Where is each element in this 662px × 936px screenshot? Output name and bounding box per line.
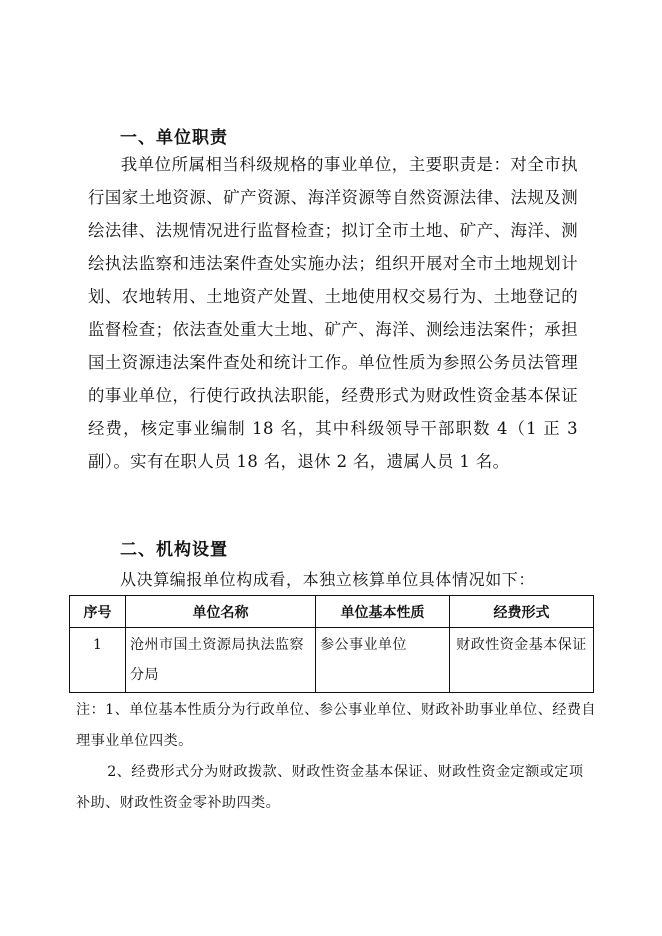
section-heading-duties: 一、单位职责 [120,128,228,148]
unit-table [69,595,594,693]
table-row [70,628,594,693]
cell-funding-type: 财政性资金基本保证 [450,628,594,693]
section-heading-structure: 二、机构设置 [120,540,228,560]
duties-paragraph: 我单位所属相当科级规格的事业单位，主要职责是：对全市执行国家土地资源、矿产资源、海洋资源等自然资源法律、法规及测绘法律、法规情况进行监督检查；拟订全市土地、矿产、海洋、测绘执法监察和违法案件查处实施办法；组织开展对全市土地规划计划、农地转用、土地资产处置、土地使用权交易行为、土地登记的监督检查；依法查处重大土地、矿产、海洋、测绘违法案件；承担国土资源违法案件查处和统计工作。单位性质为参照公务员法管理的事业单位，行使行政执法职能，经费形式为财政性资金基本保证经费，核定事业编制 18 名，其中科级领导干部职数 4（1 正 3 副）。实有在职人员 18 名，退休 2 名，遗属人员 1 名。 [88,155,578,471]
table-header-row [70,596,594,628]
note-1: 注：1、单位基本性质分为行政单位、参公事业单位、财政补助事业单位、经费自理事业单位四类。 [76,702,596,749]
header-index: 序号 [70,596,126,628]
cell-unit-nature: 参公事业单位 [316,628,450,693]
header-unit-name: 单位名称 [126,596,316,628]
structure-intro: 从决算编报单位构成看，本独立核算单位具体情况如下： [120,570,536,589]
note-2: 2、经费形式分为财政拨款、财政性资金基本保证、财政性资金定额或定项补助、财政性资金零补助四类。 [76,764,584,811]
cell-index: 1 [70,628,126,693]
header-funding-type: 经费形式 [450,596,594,628]
header-unit-nature: 单位基本性质 [316,596,450,628]
cell-unit-name: 沧州市国土资源局执法监察分局 [126,628,316,693]
